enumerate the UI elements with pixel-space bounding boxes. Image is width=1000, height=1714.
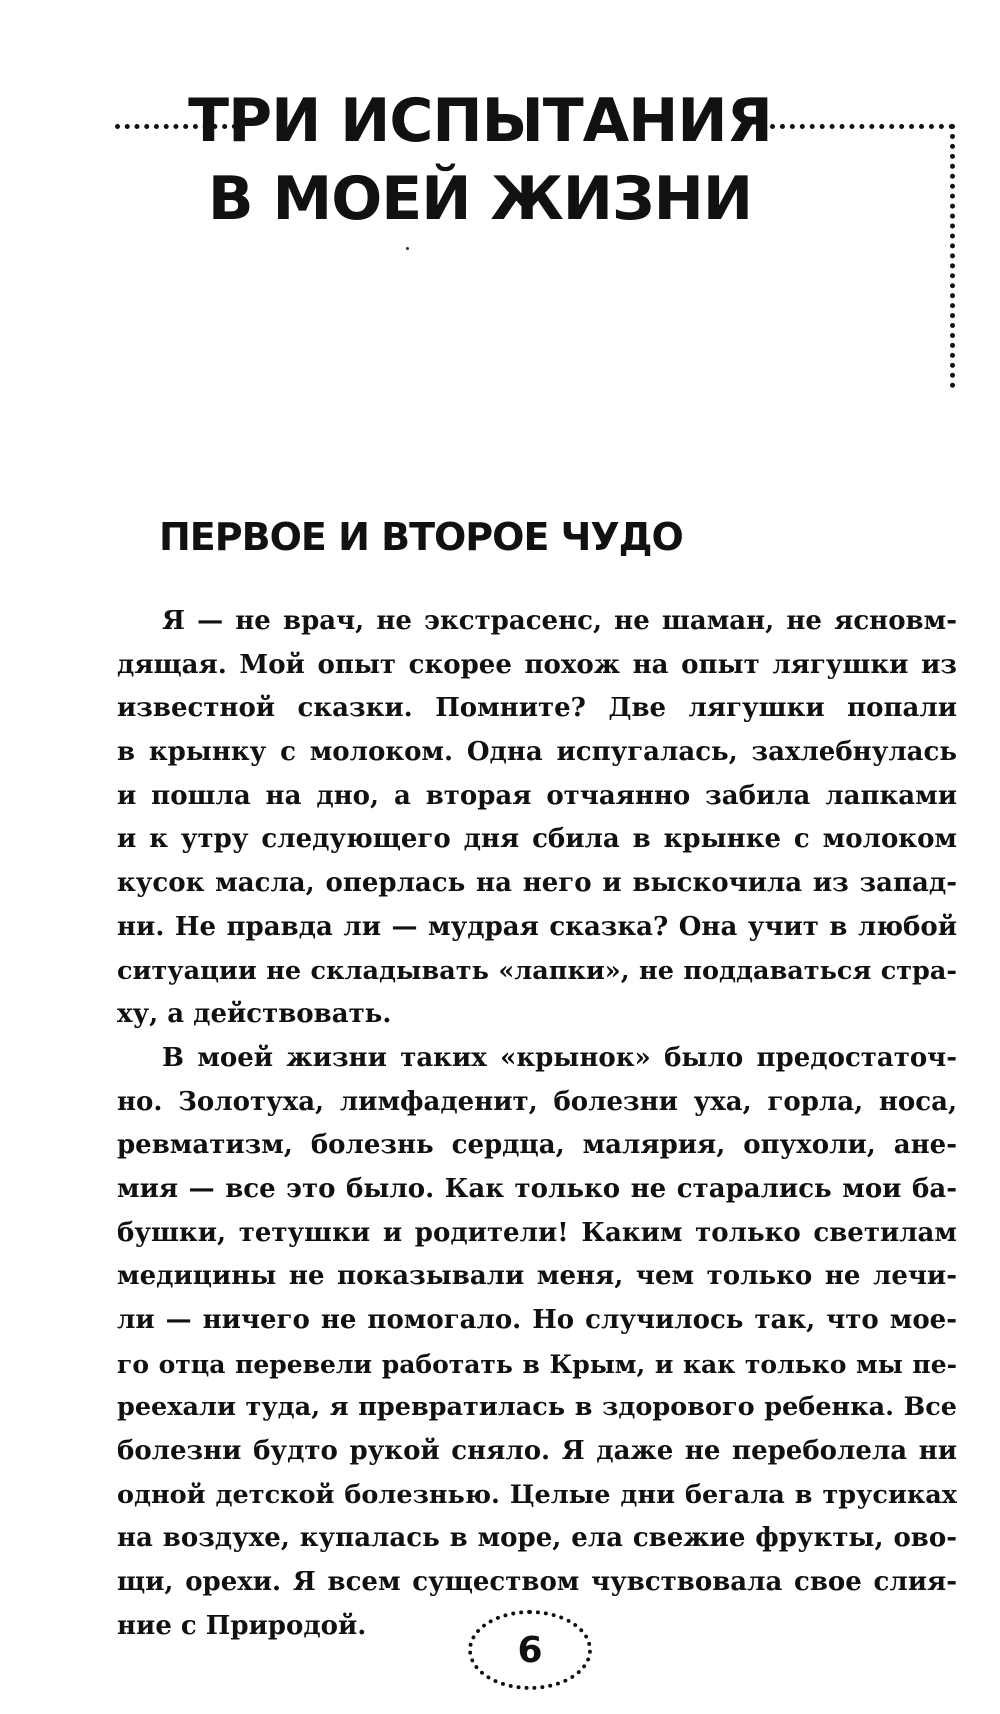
text-line: но. Золотуха, лимфаденит, болезни уха, горла, носа, xyxy=(117,1086,957,1117)
text-line: болезни будто рукой сняло. Я даже не переболела ни xyxy=(117,1436,957,1467)
chapter-title-line: В МОЕЙ ЖИЗНИ xyxy=(207,164,753,234)
text-line: ревматизм, болезнь сердца, малярия, опухоли, ане- xyxy=(117,1130,957,1161)
text-line: ли — ничего не помогало. Но случилось так, что мое- xyxy=(117,1305,957,1335)
decorative-dotted-rule-vertical xyxy=(950,124,955,388)
text-line: Я — не врач, не экстрасенс, не шаман, не ясновм- xyxy=(162,606,957,636)
text-line: кусок масла, оперлась на него и выскочила из запад- xyxy=(117,868,957,899)
text-line: медицины не показывали меня, чем только не лечи- xyxy=(117,1261,957,1292)
text-line: и пошла на дно, а вторая отчаянно забила лапками xyxy=(117,780,957,811)
chapter-title-line: ТРИ ИСПЫТАНИЯ xyxy=(188,86,772,156)
text-line: реехали туда, я превратилась в здорового ребенка. Все xyxy=(117,1392,957,1423)
decorative-dotted-rule-right xyxy=(770,124,954,129)
paragraph xyxy=(117,1037,957,1649)
text-line: го отца перевели работать в Крым, и как только мы пе- xyxy=(117,1349,957,1379)
text-line: одной детской болезнью. Целые дни бегала в трусиках xyxy=(117,1479,957,1510)
text-line: ситуации не складывать «лапки», не поддаваться стра- xyxy=(117,955,957,986)
text-line: бушки, тетушки и родители! Каким только светилам xyxy=(117,1217,957,1248)
text-line: дящая. Мой опыт скорее похож на опыт лягушки из xyxy=(117,649,957,680)
body-text xyxy=(117,600,957,1649)
paragraph xyxy=(117,600,957,1037)
text-line: щи, орехи. Я всем существом чувствовала свое слия- xyxy=(117,1567,957,1598)
text-line: ху, а действовать. xyxy=(117,999,392,1030)
print-speck xyxy=(406,247,409,250)
text-line: известной сказки. Помните? Две лягушки попали xyxy=(117,693,957,724)
text-line: ние с Природой. xyxy=(117,1610,367,1641)
text-line: В моей жизни таких «крынок» было предостаточ- xyxy=(162,1042,957,1073)
text-line: и к утру следующего дня сбила в крынке с молоком xyxy=(117,824,957,855)
text-line: мия — все это было. Как только не старались мои ба- xyxy=(117,1173,957,1204)
text-line: на воздухе, купалась в море, ела свежие фрукты, ово- xyxy=(117,1523,957,1554)
section-title: ПЕРВОЕ И ВТОРОЕ ЧУДО xyxy=(159,515,683,559)
text-line: ни. Не правда ли — мудрая сказка? Она учит в любой xyxy=(117,911,957,942)
text-line: в крынку с молоком. Одна испугалась, захлебнулась xyxy=(117,737,957,768)
page-number: 6 xyxy=(468,1610,592,1690)
chapter-title xyxy=(180,82,780,238)
